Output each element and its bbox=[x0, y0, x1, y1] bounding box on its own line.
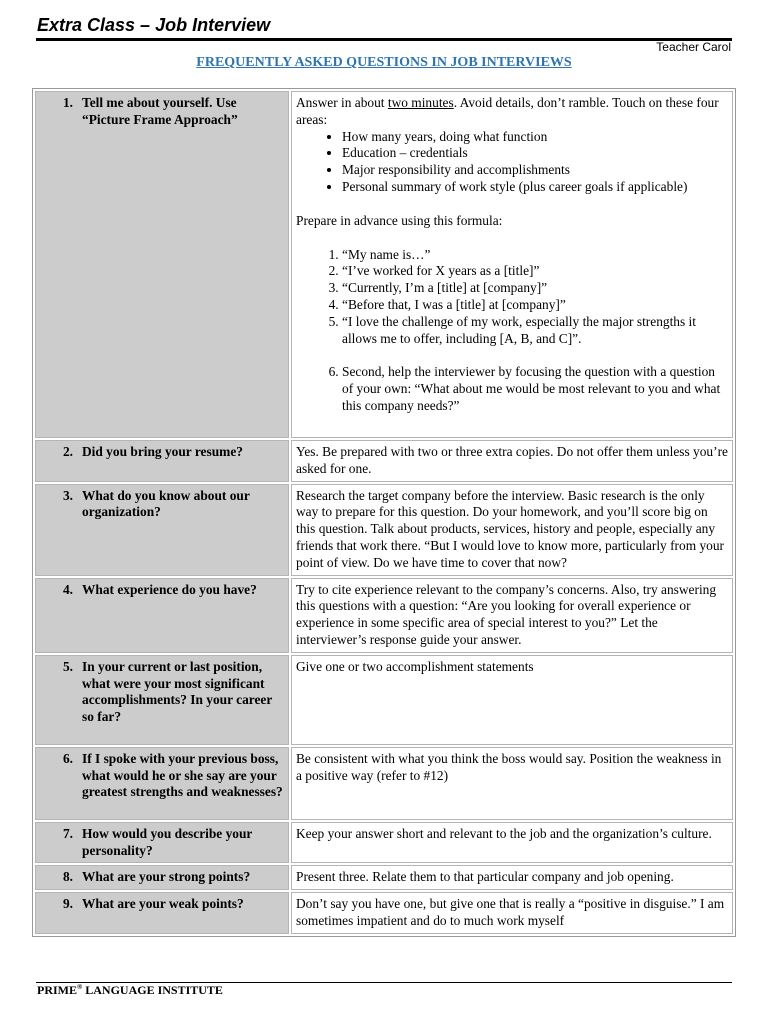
faq-row-6 bbox=[35, 747, 733, 820]
question-text: What are your strong points? bbox=[82, 869, 251, 885]
faq-row-9 bbox=[35, 892, 733, 934]
list-item: 5. “I love the challenge of my work, especially the major strengths it allows me to offer, including [A, B, and C]”. bbox=[342, 314, 729, 348]
header-rule bbox=[36, 38, 732, 41]
question-number: 3. bbox=[62, 487, 73, 503]
question-number: 1. bbox=[62, 95, 73, 110]
faq-row-7 bbox=[35, 822, 733, 864]
faq-row-8 bbox=[35, 865, 733, 890]
answer-cell: Keep your answer short and relevant to the job and the organization’s culture. bbox=[291, 822, 733, 864]
question-text: What do you know about our organization? bbox=[82, 487, 250, 520]
question-cell bbox=[35, 440, 289, 482]
list-item: • Education – credentials bbox=[342, 145, 729, 162]
emphasis-underline: two minutes bbox=[387, 95, 454, 110]
answer-cell: Try to cite experience relevant to the company’s concerns. Also, try answering this questions with a question: “Are you looking for overall experience or experience in some specific area of special interest to you?” Let the interviewer’s response guide your answer. bbox=[291, 578, 733, 653]
answer-cell: Yes. Be prepared with two or three extra copies. Do not offer them unless you’re asked for one. bbox=[291, 440, 733, 482]
list-item: 1. “My name is…” bbox=[342, 247, 729, 264]
question-cell bbox=[35, 655, 289, 745]
footer-brand: PRIME bbox=[37, 983, 77, 997]
formula-list bbox=[296, 247, 729, 348]
question-cell bbox=[35, 892, 289, 934]
answer-cell: Be consistent with what you think the boss would say. Position the weakness in a positive way (refer to #12) bbox=[291, 747, 733, 820]
question-number: 9. bbox=[62, 896, 73, 912]
answer-text: . Avoid details, don’t ramble. Touch on these four areas: bbox=[296, 95, 719, 127]
question-text: What experience do you have? bbox=[82, 581, 257, 597]
question-cell bbox=[35, 484, 289, 576]
document-title: FREQUENTLY ASKED QUESTIONS IN JOB INTERVIEWS bbox=[196, 55, 572, 70]
question-cell bbox=[35, 747, 289, 820]
faq-row-2 bbox=[35, 440, 733, 482]
answer-intro bbox=[296, 95, 729, 129]
answer-cell bbox=[291, 91, 733, 438]
focus-areas-list bbox=[296, 129, 729, 196]
faq-row-4 bbox=[35, 578, 733, 653]
answer-cell: Research the target company before the interview. Basic research is the only way to prepare for this question. Do your homework, and you’ll score big on this question. Talk about products, services, history and people, especially any friends that work there. “But I would love to know more, particularly from your point of view. Do we have time to cover that now? bbox=[291, 484, 733, 576]
faq-row-3 bbox=[35, 484, 733, 576]
question-text: Tell me about yourself. Use “Picture Frame Approach” bbox=[82, 95, 238, 127]
list-item: • Major responsibility and accomplishments bbox=[342, 162, 729, 179]
registered-mark: ® bbox=[77, 983, 83, 991]
answer-cell: Present three. Relate them to that particular company and job opening. bbox=[291, 865, 733, 890]
question-text: Did you bring your resume? bbox=[82, 444, 243, 459]
faq-row-5 bbox=[35, 655, 733, 745]
faq-row-1 bbox=[35, 91, 733, 438]
formula-intro: Prepare in advance using this formula: bbox=[296, 212, 503, 228]
answer-cell: Don’t say you have one, but give one that is really a “positive in disguise.” I am sometimes impatient and do to much work myself bbox=[291, 892, 733, 934]
teacher-name: Teacher Carol bbox=[656, 40, 731, 54]
answer-cell: Give one or two accomplishment statements bbox=[291, 655, 733, 745]
question-text: In your current or last position, what were your most significant accomplishments? In your career so far? bbox=[82, 658, 273, 725]
question-text: How would you describe your personality? bbox=[82, 825, 253, 858]
list-item: 6. Second, help the interviewer by focusing the question with a question of your own: “What about me would be most relevant to you and what this company needs?” bbox=[342, 364, 729, 414]
answer-text: Answer in about bbox=[296, 95, 388, 110]
question-number: 7. bbox=[62, 825, 73, 841]
footer-rest: LANGUAGE INSTITUTE bbox=[82, 983, 223, 997]
question-number: 8. bbox=[62, 869, 73, 885]
question-number: 6. bbox=[62, 750, 73, 766]
question-text: If I spoke with your previous boss, what would he or she say are your greatest strengths and weaknesses? bbox=[82, 750, 283, 800]
question-number: 5. bbox=[62, 658, 73, 674]
list-item: • Personal summary of work style (plus career goals if applicable) bbox=[342, 179, 729, 196]
faq-table bbox=[32, 88, 736, 937]
formula-list-continued bbox=[296, 364, 729, 414]
list-item: 2. “I’ve worked for X years as a [title]” bbox=[342, 263, 729, 280]
list-item: 4. “Before that, I was a [title] at [company]” bbox=[342, 297, 729, 314]
list-item: • How many years, doing what function bbox=[342, 129, 729, 146]
document-header-title: Extra Class – Job Interview bbox=[37, 15, 271, 35]
list-item: 3. “Currently, I’m a [title] at [company]” bbox=[342, 280, 729, 297]
question-text: What are your weak points? bbox=[82, 896, 244, 912]
question-number: 4. bbox=[62, 581, 73, 597]
question-cell bbox=[35, 865, 289, 890]
question-number: 2. bbox=[62, 444, 73, 459]
question-cell bbox=[35, 578, 289, 653]
question-cell bbox=[35, 822, 289, 864]
question-cell bbox=[35, 91, 289, 438]
footer-institute bbox=[37, 983, 223, 998]
